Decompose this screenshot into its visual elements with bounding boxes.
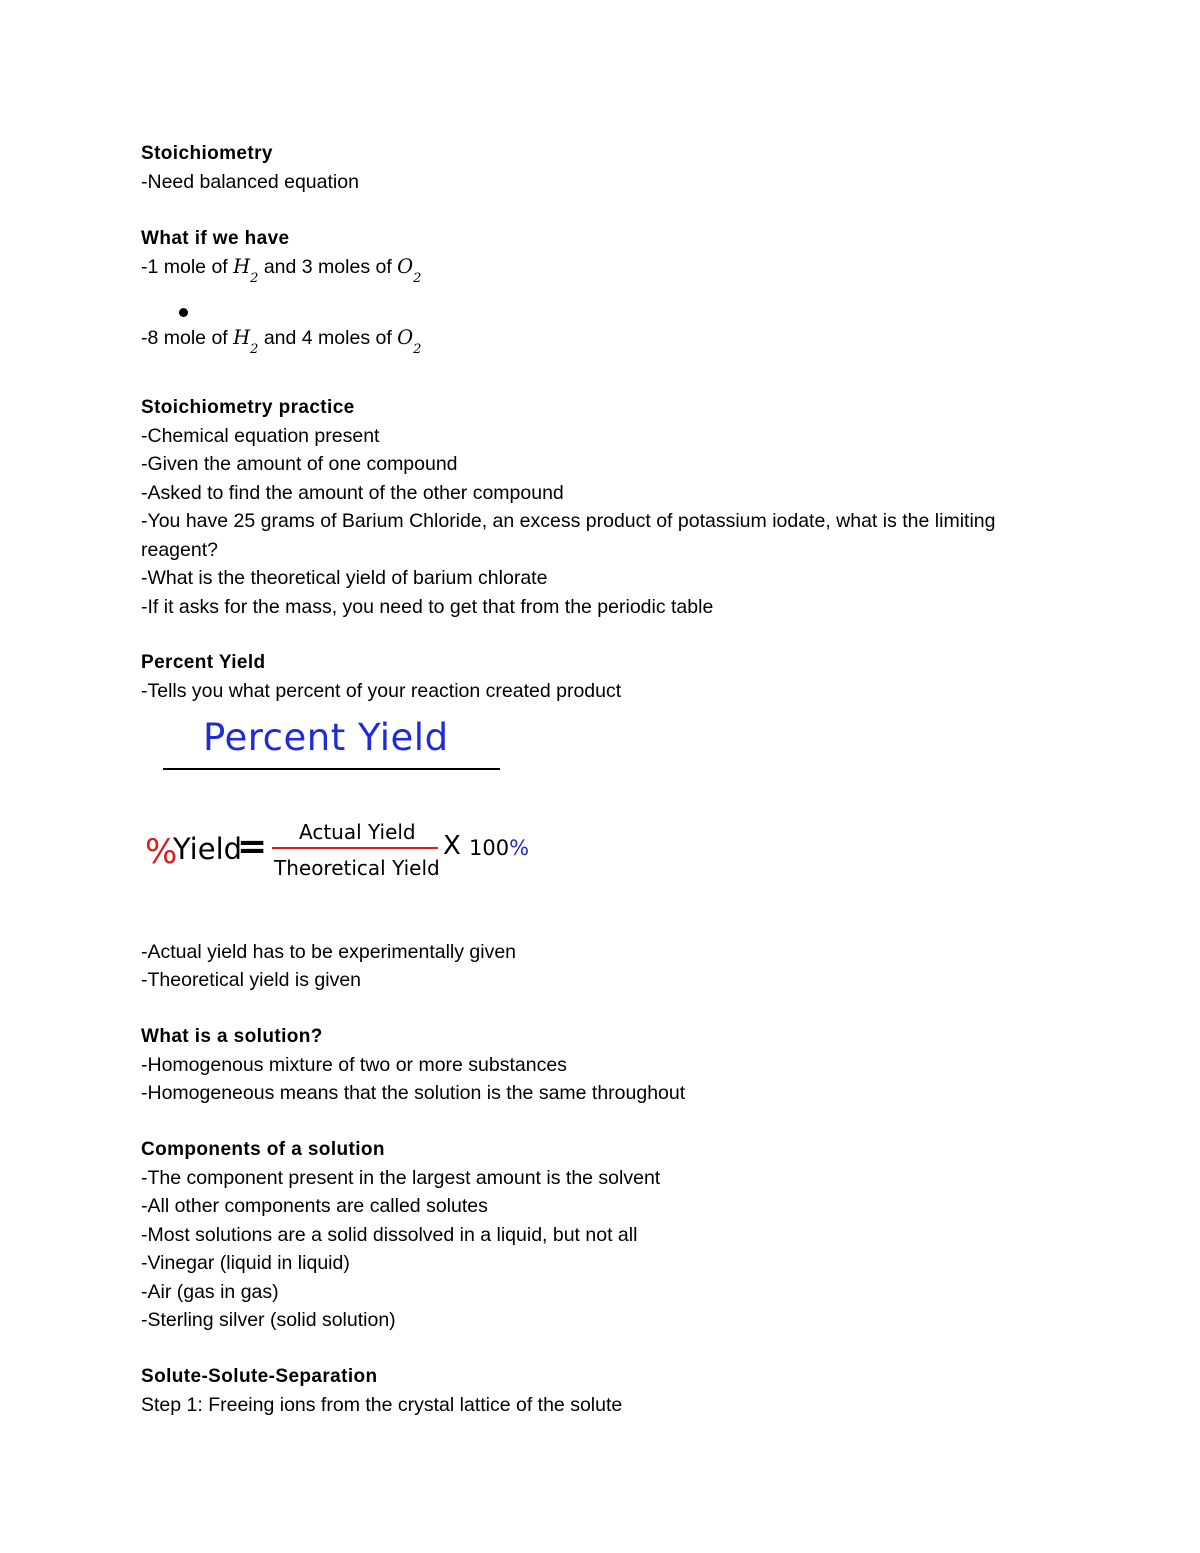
heading-solution: What is a solution? <box>141 1025 323 1047</box>
document-page <box>141 140 1041 1419</box>
math-var-h: H <box>233 326 251 349</box>
separation-line: Step 1: Freeing ions from the crystal lattice of the solute <box>141 1393 623 1416</box>
bullet-icon <box>179 308 188 317</box>
figure-title: Percent Yield <box>203 715 449 759</box>
components-line: -All other components are called solutes <box>141 1195 488 1217</box>
line-need-balanced: -Need balanced equation <box>141 171 359 193</box>
text-prefix: -8 mole of <box>141 327 234 349</box>
hundred-percent <box>469 836 529 860</box>
practice-line: -Given the amount of one compound <box>141 453 458 475</box>
hundred-percent-symbol: % <box>509 835 530 860</box>
math-sub: 2 <box>413 342 422 357</box>
solution-line: -Homogenous mixture of two or more substances <box>141 1053 567 1076</box>
fraction-denominator: Theoretical Yield <box>274 855 440 880</box>
text-mid: and 4 moles of <box>258 327 398 349</box>
heading-separation: Solute-Solute-Separation <box>141 1365 378 1387</box>
line-tells-you: -Tells you what percent of your reaction created product <box>141 680 622 702</box>
practice-line: -You have 25 grams of Barium Chloride, an excess product of potassium iodate, what is the limiting reagent? <box>141 510 996 561</box>
heading-practice: Stoichiometry practice <box>141 396 355 418</box>
math-sub: 2 <box>250 270 259 286</box>
line-what-if-2 <box>141 324 1041 356</box>
practice-line: -What is the theoretical yield of barium chlorate <box>141 567 548 589</box>
fraction-numerator: Actual Yield <box>299 819 416 844</box>
hundred-number: 100 <box>469 835 510 860</box>
components-line: -Sterling silver (solid solution) <box>141 1309 396 1331</box>
solution-line: -Homogeneous means that the solution is the same throughout <box>141 1082 686 1104</box>
yield-word: Yield <box>173 831 243 866</box>
figure-title-underline <box>163 768 500 770</box>
math-sub: 2 <box>413 270 422 286</box>
text-mid: and 3 moles of <box>258 255 398 278</box>
components-line: -Vinegar (liquid in liquid) <box>141 1252 350 1274</box>
components-line: -The component present in the largest amount is the solvent <box>141 1166 661 1189</box>
practice-line: -If it asks for the mass, you need to get that from the periodic table <box>141 595 714 618</box>
percent-after-line: -Actual yield has to be experimentally given <box>141 940 517 963</box>
heading-stoichiometry: Stoichiometry <box>141 143 273 164</box>
percent-after-line: -Theoretical yield is given <box>141 969 362 991</box>
heading-what-if: What if we have <box>141 227 290 249</box>
practice-line: -Asked to find the amount of the other compound <box>141 481 564 504</box>
empty-bullet-row <box>141 284 1041 324</box>
times-sign: X <box>443 830 461 861</box>
percent-yield-figure <box>141 716 561 926</box>
components-line: -Most solutions are a solid dissolved in a liquid, but not all <box>141 1223 638 1246</box>
math-sub: 2 <box>250 342 259 357</box>
equals-sign: = <box>237 825 268 867</box>
heading-components: Components of a solution <box>141 1138 385 1160</box>
math-var-o: O <box>397 326 414 349</box>
components-line: -Air (gas in gas) <box>141 1280 279 1303</box>
math-var-o: O <box>397 254 414 278</box>
percent-symbol: % <box>145 831 178 872</box>
practice-line: -Chemical equation present <box>141 424 380 447</box>
fraction-line <box>272 847 438 849</box>
heading-percent-yield: Percent Yield <box>141 652 266 673</box>
line-what-if-1 <box>141 253 1041 285</box>
math-var-h: H <box>233 254 251 278</box>
text-prefix: -1 mole of <box>141 255 234 278</box>
